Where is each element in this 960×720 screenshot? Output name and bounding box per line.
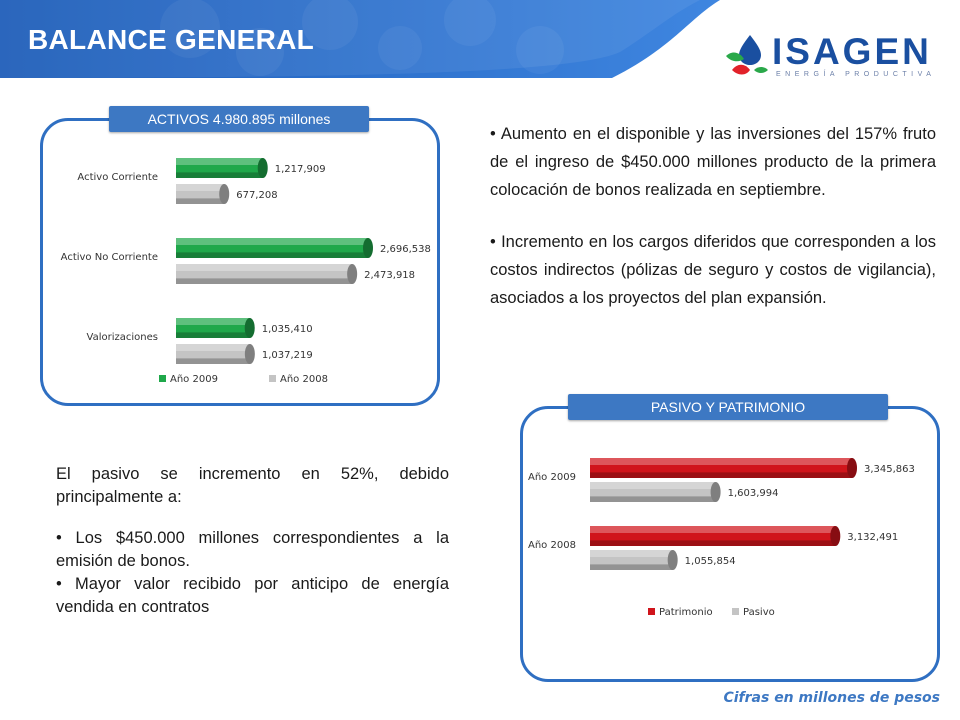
pasivo-reasons bbox=[56, 527, 449, 619]
pasivo-chart bbox=[526, 430, 926, 670]
legend-label: Pasivo bbox=[743, 607, 775, 618]
bar-highlight bbox=[176, 158, 263, 165]
bar-end-cap bbox=[245, 344, 255, 364]
bar bbox=[176, 158, 268, 178]
legend-label: Año 2008 bbox=[280, 374, 328, 385]
pasivo-patrimonio-tab: PASIVO Y PATRIMONIO bbox=[568, 394, 888, 420]
bar-shadow bbox=[590, 496, 716, 502]
bar-end-cap bbox=[219, 184, 229, 204]
category-label: Valorizaciones bbox=[86, 332, 158, 343]
page-title: BALANCE GENERAL bbox=[28, 24, 315, 55]
category-label: Activo No Corriente bbox=[60, 252, 158, 263]
bar bbox=[176, 318, 255, 338]
bar bbox=[590, 550, 678, 570]
bar bbox=[176, 264, 357, 284]
data-label: 2,473,918 bbox=[364, 270, 416, 281]
list-item: • Mayor valor recibido por anticipo de energía vendida en contratos bbox=[56, 575, 449, 616]
bar-highlight bbox=[590, 526, 835, 533]
bar bbox=[590, 526, 840, 546]
data-label: 3,345,863 bbox=[864, 464, 915, 475]
data-label: 1,055,854 bbox=[684, 556, 736, 567]
bar-highlight bbox=[590, 550, 673, 557]
bar-end-cap bbox=[258, 158, 268, 178]
bar-shadow bbox=[176, 278, 352, 284]
bar-highlight bbox=[590, 482, 716, 489]
legend-swatch bbox=[732, 608, 739, 615]
bar-end-cap bbox=[847, 458, 857, 478]
bar-shadow bbox=[176, 198, 224, 204]
activos-chart bbox=[46, 134, 431, 396]
logo-tagline: ENERGÍA PRODUCTIVA bbox=[776, 71, 936, 78]
activos-explanation bbox=[490, 120, 936, 336]
bar-highlight bbox=[176, 184, 224, 191]
bar-shadow bbox=[176, 358, 250, 364]
bar-highlight bbox=[590, 458, 852, 465]
pasivo-explanation bbox=[56, 463, 449, 619]
bar-shadow bbox=[176, 172, 263, 178]
bar-end-cap bbox=[363, 238, 373, 258]
bar-shadow bbox=[590, 540, 835, 546]
bullet-item: • Incremento en los cargos diferidos que corresponden a los costos indirectos (pólizas de seguro y costos de vigilancia), asociados a los proyectos del plan expansión. bbox=[490, 233, 936, 307]
bar bbox=[176, 184, 229, 204]
data-label: 3,132,491 bbox=[847, 532, 899, 543]
bar-shadow bbox=[176, 252, 368, 258]
legend-swatch bbox=[648, 608, 655, 615]
isagen-logo bbox=[724, 32, 934, 80]
bar bbox=[176, 238, 373, 258]
bar-end-cap bbox=[711, 482, 721, 502]
bar bbox=[590, 482, 721, 502]
list-item: • Los $450.000 millones correspondientes a la emisión de bonos. bbox=[56, 529, 449, 570]
bar-highlight bbox=[176, 264, 352, 271]
bar-end-cap bbox=[347, 264, 357, 284]
bar-highlight bbox=[176, 318, 250, 325]
data-label: 2,696,538 bbox=[380, 244, 431, 255]
data-label: 1,037,219 bbox=[261, 350, 313, 361]
logo-wordmark: ISAGEN bbox=[772, 31, 932, 72]
data-label: 1,217,909 bbox=[274, 164, 326, 175]
category-label: Activo Corriente bbox=[77, 172, 158, 183]
bar-highlight bbox=[176, 238, 368, 245]
legend-label: Patrimonio bbox=[659, 607, 713, 618]
bar-shadow bbox=[590, 564, 673, 570]
legend-swatch bbox=[159, 375, 166, 382]
activos-tab: ACTIVOS 4.980.895 millones bbox=[109, 106, 369, 132]
bar-end-cap bbox=[668, 550, 678, 570]
category-label: Año 2009 bbox=[528, 472, 576, 483]
bar-end-cap bbox=[245, 318, 255, 338]
bar bbox=[590, 458, 857, 478]
bar bbox=[176, 344, 255, 364]
bar-end-cap bbox=[830, 526, 840, 546]
data-label: 1,603,994 bbox=[727, 488, 779, 499]
category-label: Año 2008 bbox=[528, 540, 576, 551]
data-label: 1,035,410 bbox=[261, 324, 313, 335]
isagen-logo-icon bbox=[724, 32, 774, 80]
pasivo-intro: El pasivo se incremento en 52%, debido principalmente a: bbox=[56, 465, 449, 506]
bar-highlight bbox=[176, 344, 250, 351]
units-footnote: Cifras en millones de pesos bbox=[723, 690, 940, 706]
bar-shadow bbox=[590, 472, 852, 478]
bar-shadow bbox=[176, 332, 250, 338]
legend-swatch bbox=[269, 375, 276, 382]
legend-label: Año 2009 bbox=[170, 374, 218, 385]
bullet-item: • Aumento en el disponible y las inversiones del 157% fruto de el ingreso de $450.000 millones producto de la primera colocación de bonos realizada en septiembre. bbox=[490, 125, 936, 199]
data-label: 677,208 bbox=[236, 190, 278, 201]
